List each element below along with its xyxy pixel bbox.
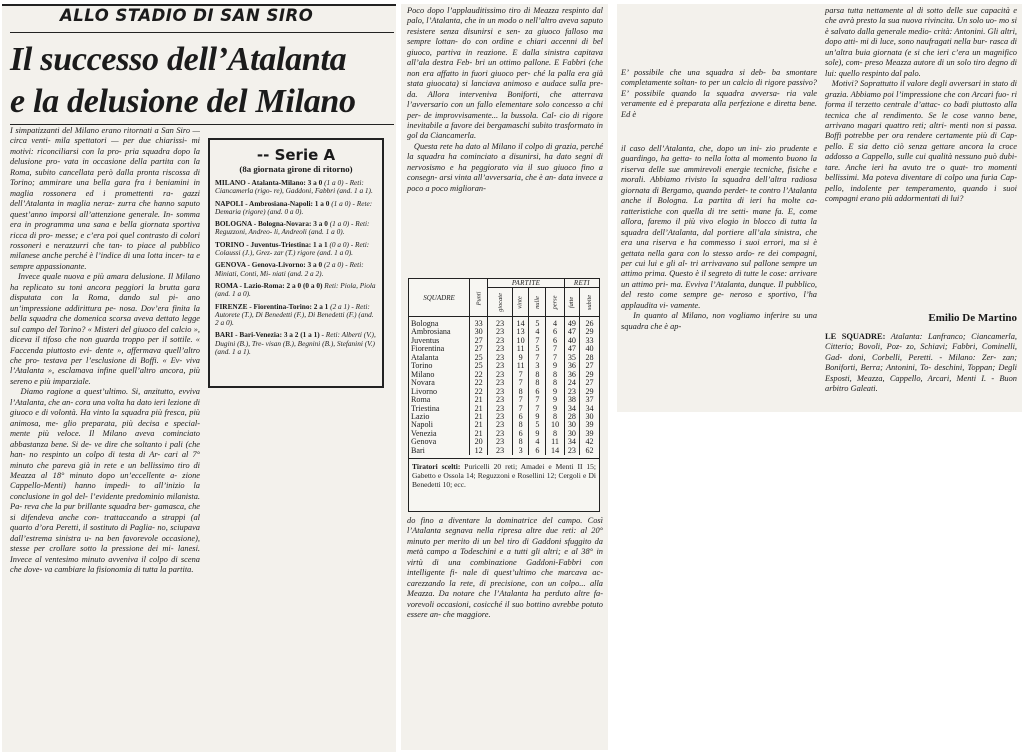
standings-cell: 33 bbox=[470, 317, 488, 329]
standings-cell: 8 bbox=[529, 379, 546, 387]
standings-cell: 13 bbox=[512, 328, 529, 336]
match-result bbox=[215, 282, 377, 299]
match-detail: (0 a 0) - Reti: Colaussi (J.), Grez- zar (T.) rigore (and. 1 a 0). bbox=[215, 239, 370, 258]
article-column-4: parsa tutta nettamente al di sotto delle sue capacità e che avrà presto la sua nuova rivincita. Un solo uo- mo si è salvato dalla generale medio- crità: Antonini. Gli altri, dopo atti- mi di luce, sono naufragati nella bur- rasca di un’altra buia giornata (e si che ieri c’era un magnifico sole), com- preso Meazza autore di un solo tiro degno di lui: quello respinto dal palo. Motivi? Soprattutto il valore degli avversari in stato di grazia. Abbiamo poi l’impressione che con Arcari fuo- ri forma il terzetto centrale d’attac- co badi piuttosto alla tecnica che al rendimento. Se le cose vanno bene, arrivano magari quattro reti; altri- menti non si passa. Boffi potrebbe per ora rendere certamente più di Cap- pello. E sia detto ciò senza gettare ancora la croce addosso a Cappello, sulle cui qualità nessuno può dubi- tare. Anche ieri ha avuto tre o quat- tro momenti bellissimi. Ma poteva diventare di colpo una furia Cap- pello, indolente per temperamento, quando i suoi compagni erano più addormentati di lui? bbox=[825, 6, 1017, 204]
standings-cell: 40 bbox=[564, 337, 579, 345]
standings-cell: 9 bbox=[529, 430, 546, 438]
standings-cell: 42 bbox=[585, 437, 594, 447]
standings-cell: 7 bbox=[512, 371, 529, 379]
standings-cell: 11 bbox=[512, 345, 529, 353]
match-header: BOLOGNA - Bologna-Novara: 3 a 0 bbox=[215, 219, 328, 229]
article-clip-right bbox=[617, 4, 1022, 412]
standings-cell: 23 bbox=[488, 438, 512, 446]
lineups-text: Atalanta: Lanfranco; Ciancamerla, Citterio; Bovoli, Poz- zo, Schiavi; Fabbri, Cominelli, Gad- doni, Corbelli, Peretti. - Milano: Zer- zan; Boniforti, Berra; Antonini, To- deschini, Toppan; Degli Esposti, Meazza, Cappello, Arcari, Menti I. - Buon arbitro Galeati. bbox=[825, 332, 1020, 394]
serie-a-title: -- Serie A bbox=[256, 146, 336, 164]
standings-cell: 11 bbox=[512, 362, 529, 370]
standings-cell: 29 bbox=[585, 386, 594, 396]
match-header: FIRENZE - Fiorentina-Torino: 2 a 1 bbox=[215, 301, 329, 311]
serie-a-subtitle: (8a giornata girone di ritorno) bbox=[239, 164, 353, 174]
standings-cell: 6 bbox=[546, 337, 564, 345]
article-column-2-top: Poco dopo l’applauditissimo tiro di Meazza respinto dal palo, l’Atalanta, che in un modo o nell’altro aveva saputo resistere senza disunirsi e sen- za giuoco falloso ma sempre lottan- do con ordine e chiari accenni di bel giuoco, partiva in reazione. E dalla sinistra capitava all’ala destra Feb- bri un ottimo pallone. E Fabbri (che non era affatto in fuori giuoco per- ché la palla era già stata giuocata) si lanciava animoso e audace sulla pre- da. Allora interveniva Boniforti, che atterrava l’avversario con un fallo elementare solo concesso a chi per- de improvvisamente... la bussola. Cal- cio di rigore inevitabile a favore dei bergamaschi subito trasformato in gol da Ciancamerla. Questa rete ha dato al Milano il colpo di grazia, perché la squadra ha cominciato a disunirsi, ha dato segni di nervosismo e ha peggiorato via il suo giuoco fino a consegn- arsi vinta all’avversaria, che è an- data invece a poco a poco miglioran- bbox=[407, 6, 603, 193]
standings-cell: 23 bbox=[488, 421, 512, 429]
standings-cell: 9 bbox=[546, 362, 564, 370]
article-column-1: I simpatizzanti del Milano erano ritornati a San Siro — circa venti- mila spettatori — per due chiarissi- mi motivi: riconciliarsi con la pro- pria squadra dopo la delusione pro- vata in occasione della partita con la Roma, subito cancellata però dalla pronta riscossa di Torino; ammirare una bella gara fra i beniamini in maglia rossonera ed i promettenti ra- gazzi dell’Atalanta in maglia neraz- zurra che hanno saputo quest’anno imporsi all’attenzione generale. In- somma era in programma una sana e bella giornata sportiva ricca di pro- messe; e c’era poi quel contrasto di colori rossoneri e nerazzurri che tan- to piace al pubblico milanese anche perché è l’indice di una lotta incer- ta e sempre appassionante. Invece quale nuova e più amara delusione. Il Milano ha replicato su toni ancora peggiori la brutta gara disputata con la Roma, dando sul pi- ano un’impressione addirittura pe- nosa. Dov’era finita la bella squadra che domenica scorsa aveva dettato legge sul campo del Torino? « Misteri del giuoco del calcio », diceva il tifoso che non guarda troppo per il sottile. « Faccenda piuttosto evi- dente », affermava quell’altro che pro- testava per l’esclusione di Boffi. « Ev- viva l’Atalanta », esclamava infine quell’altro ancora, più sereno e più imparziale. Diamo ragione a quest’ultimo. Si, anzitutto, evviva l’Atalanta, che an- cora una volta ha dato ieri lezione di giuoco e di volontà. Ha vinto la squadra più fresca, più animosa, me- glio preparata, più decisa e special- mente più veloce. Il Milano aveva cominciato abbastanza bene. Si de- ve dire che soltanto i pali (che han- no respinto un colpo di testa di Ar- cari al 7° minuto che pareva già in rete e un bellissimo tiro di Meazza al 18° minuto dopo un’eccellente a- zione Cappello-Menti) hanno impedi- to all’inizio la conclusione in gol del- l’evidente predominio milanista. Pa- reva che la pur brillante squadra ber- gamasca, che si difendeva anche con- trattaccando a strappi (al quarto d’ora Peretti, il sostituto di Paglia- no, sciupava dall’estrema sinistra u- na ben favorevole occasione), stesse per crollare sotto la pressione dei mi- lanesi. Invece al ventesimo minuto avveniva il colpo di scena che dove- va cambiare la fisionomia di tutta la partita. bbox=[10, 126, 201, 575]
column-header-fatte: fatte bbox=[564, 288, 579, 317]
standings-cell: 20 bbox=[470, 438, 488, 446]
standings-cell: 25 bbox=[470, 354, 488, 362]
article-column-3-top: E’ possibile che una squadra si deb- ba smontare completamente soltan- to per un calcio di rigore passivo? E’ possibile quando la squadra avversa- ria vale veramente ed è preparata alla perfezione e diretta bene. Ed è bbox=[621, 68, 820, 119]
team-name: Juventus bbox=[409, 337, 470, 345]
standings-cell: 23 bbox=[488, 328, 512, 336]
column-header-vinte: vinte bbox=[512, 288, 529, 317]
standings-cell: 24 bbox=[564, 379, 579, 387]
standings-cell: 5 bbox=[529, 421, 546, 429]
standings-cell: 4 bbox=[529, 328, 546, 336]
author-signature: Emilio De Martino bbox=[928, 312, 1017, 324]
standings-cell: 21 bbox=[470, 421, 488, 429]
standings-cell: 7 bbox=[529, 337, 546, 345]
standings-cell: 47 bbox=[564, 345, 579, 353]
standings-cell: 23 bbox=[488, 388, 512, 396]
team-name: Novara bbox=[409, 379, 470, 387]
standings-cell: 6 bbox=[512, 430, 529, 438]
standings-cell: 27 bbox=[470, 345, 488, 353]
standings-cell: 40 bbox=[585, 344, 594, 354]
match-result bbox=[215, 200, 377, 217]
standings-cell: 30 bbox=[564, 421, 579, 429]
team-name: Roma bbox=[409, 396, 470, 404]
standings-cell: 3 bbox=[529, 362, 546, 370]
standings-cell: 27 bbox=[470, 337, 488, 345]
column-header-perse: perse bbox=[546, 288, 564, 317]
standings-cell: 7 bbox=[529, 396, 546, 404]
match-result bbox=[215, 331, 377, 356]
standings-cell: 28 bbox=[585, 352, 594, 362]
standings-table-box bbox=[408, 278, 600, 512]
standings-cell: 23 bbox=[564, 388, 579, 396]
serie-a-match-list bbox=[215, 179, 377, 356]
standings-cell: 6 bbox=[546, 328, 564, 336]
standings-cell: 27 bbox=[585, 378, 594, 388]
match-detail: Reti: Alberti (V.), Dugini (B.), Tre- visan (B.), Begnini (B.), Stefanini (V.) (and. 1 a 1). bbox=[215, 330, 376, 357]
standings-table bbox=[409, 279, 599, 455]
headline-rule bbox=[10, 124, 394, 125]
article-headline-line2: e la delusione del Milano bbox=[10, 83, 356, 120]
standings-cell: 39 bbox=[585, 420, 594, 430]
squadre-header: SQUADRE bbox=[409, 279, 470, 317]
match-detail: (1 a 0) - Reti: Ciancamerla (rigo- re), Gaddoni, Fabbri (and. 1 a 1). bbox=[215, 178, 373, 196]
top-scorers-label: Tiratori scelti: bbox=[412, 462, 461, 472]
top-scorers bbox=[409, 458, 599, 489]
standings-cell: 38 bbox=[564, 396, 579, 404]
standings-cell: 9 bbox=[546, 405, 564, 413]
standings-cell: 8 bbox=[512, 421, 529, 429]
standings-cell: 47 bbox=[564, 328, 579, 336]
standings-cell: 8 bbox=[546, 379, 564, 387]
standings-cell: 36 bbox=[564, 371, 579, 379]
standings-cell: 12 bbox=[470, 447, 488, 455]
standings-cell: 34 bbox=[564, 405, 579, 413]
standings-cell: 23 bbox=[564, 447, 579, 455]
kicker-rule bbox=[10, 32, 394, 33]
standings-cell: 14 bbox=[512, 317, 529, 329]
standings-cell: 30 bbox=[585, 411, 594, 421]
standings-cell: 23 bbox=[488, 405, 512, 413]
match-header: NAPOLI - Ambrosiana-Napoli: 1 a 0 bbox=[215, 198, 330, 208]
team-name: Atalanta bbox=[409, 354, 470, 362]
standings-cell: 9 bbox=[529, 413, 546, 421]
team-name: Venezia bbox=[409, 430, 470, 438]
standings-cell: 34 bbox=[585, 403, 594, 413]
standings-cell: 23 bbox=[488, 354, 512, 362]
standings-cell: 23 bbox=[488, 413, 512, 421]
standings-cell: 8 bbox=[546, 371, 564, 379]
standings-cell: 23 bbox=[488, 345, 512, 353]
team-name: Bologna bbox=[409, 317, 470, 329]
standings-cell: 8 bbox=[529, 371, 546, 379]
team-name: Triestina bbox=[409, 405, 470, 413]
punti-header: Punti bbox=[470, 279, 488, 317]
standings-cell: 10 bbox=[546, 421, 564, 429]
match-header: GENOVA - Genova-Livorno: 3 a 0 bbox=[215, 260, 323, 270]
standings-cell: 22 bbox=[470, 388, 488, 396]
standings-cell: 7 bbox=[512, 379, 529, 387]
standings-cell: 7 bbox=[546, 354, 564, 362]
team-name: Bari bbox=[409, 447, 470, 455]
team-name: Ambrosiana bbox=[409, 328, 470, 336]
standings-cell: 27 bbox=[585, 361, 594, 371]
standings-cell: 23 bbox=[488, 371, 512, 379]
standings-cell: 26 bbox=[585, 319, 594, 328]
standings-cell: 28 bbox=[564, 413, 579, 421]
match-result bbox=[215, 303, 377, 328]
serie-a-results-box bbox=[208, 138, 384, 388]
standings-cell: 23 bbox=[488, 379, 512, 387]
column-header-nulle: nulle bbox=[529, 288, 546, 317]
standings-cell: 4 bbox=[529, 438, 546, 446]
match-detail: Reti: Piola, Piola (and. 1 a 0). bbox=[215, 280, 376, 299]
standings-cell: 23 bbox=[488, 317, 512, 329]
standings-cell: 25 bbox=[470, 362, 488, 370]
standings-cell: 5 bbox=[529, 345, 546, 353]
match-header: BARI - Bari-Venezia: 3 a 2 (1 a 1) - bbox=[215, 330, 324, 340]
standings-cell: 8 bbox=[512, 388, 529, 396]
standings-cell: 6 bbox=[512, 413, 529, 421]
standings-cell: 29 bbox=[585, 327, 594, 337]
standings-cell: 49 bbox=[564, 317, 579, 329]
match-header: TORINO - Juventus-Triestina: 1 a 1 bbox=[215, 239, 328, 249]
match-detail: (1 a 0) - Rete: Demaria (rigore) (and. 0 a 0). bbox=[215, 198, 373, 216]
top-scorers-text: Puricelli 20 reti; Amadei e Menti II 15; Gabetto e Ossola 14; Reguzzoni e Rosellini 12; Cergoli e Di Benedetti 10; ecc. bbox=[412, 462, 597, 490]
standings-cell: 6 bbox=[529, 388, 546, 396]
standings-cell: 14 bbox=[546, 447, 564, 455]
standings-cell: 21 bbox=[470, 396, 488, 404]
standings-cell: 36 bbox=[564, 362, 579, 370]
standings-cell: 5 bbox=[529, 317, 546, 329]
partite-header: PARTITE bbox=[488, 279, 564, 288]
team-name: Fiorentina bbox=[409, 345, 470, 353]
match-result bbox=[215, 179, 377, 196]
match-result bbox=[215, 220, 377, 237]
standings-cell: 10 bbox=[512, 337, 529, 345]
team-name: Genova bbox=[409, 438, 470, 446]
team-name: Torino bbox=[409, 362, 470, 370]
standings-cell: 30 bbox=[564, 430, 579, 438]
standings-cell: 23 bbox=[488, 337, 512, 345]
standings-cell: 33 bbox=[585, 335, 594, 345]
standings-cell: 39 bbox=[585, 428, 594, 438]
team-name: Lazio bbox=[409, 413, 470, 421]
match-detail: (1 a 0) - Reti: Reguzzoni, Andreo- li, Andreoli (and. 1 a 0). bbox=[215, 219, 370, 237]
match-header: ROMA - Lazio-Roma: 2 a 0 (0 a 0) bbox=[215, 280, 323, 290]
match-result bbox=[215, 261, 377, 278]
standings-cell: 35 bbox=[564, 354, 579, 362]
article-clip-middle bbox=[401, 4, 608, 750]
column-header-giocate: giocate bbox=[488, 288, 512, 317]
article-column-2-bottom: do fino a diventare la dominatrice del campo. Così l’Atalanta segnava nella ripresa altre due reti: al 20° minuto per merito di un bel tiro di Gaddoni sfuggito da metà campo a Todeschini e a tutti gli altri; e al 38° in virtù di una combinazione Gaddoni-Fabbri con intelligente fi- nale di quest’ultimo che marcava ac- carezzando la rete, di precisione, con un colpo... alla Meazza. Da notare che l’Atalanta ha perduto altre fa- vorevoli occasioni, cosicché il suo bottino avrebbe potuto essere an- che maggiore. bbox=[407, 516, 606, 620]
standings-cell: 7 bbox=[529, 405, 546, 413]
article-clip-main bbox=[2, 4, 396, 752]
team-name: Napoli bbox=[409, 421, 470, 429]
standings-cell: 23 bbox=[488, 447, 512, 455]
article-column-3-bottom: il caso dell’Atalanta, che, dopo un ini- zio prudente e guardingo, ha getta- to nella lotta al momento buono la riserva delle sue ammirevoli energie tecniche, fisiche e morali. Abbiamo rivisto la squadra dell’altra radiosa giornata di Bergamo, quando perdet- te contro l’Atalanta anche il Bologna. La partita di ieri ha molte ca- ratteristiche con quella di tre setti- mane fa. E, come allora, faremo il più vivo elogio in blocco di tutta la squadra dell’Atalanta, dal portiere all’ala sinistra, che era una riserva e ha commesso i suoi errori, ma si è gettata nella gara con lo stesso ardo- re dei compagni, per cui lui e gli al- tri arrivavano sul pallone sempre un attimo prima. Questo è il segreto di tutte le cose: arrivare un attimo pri- ma. Evviva l’Atalanta, dunque. Il pubblico, del resto come sempre ge- neroso e sportivo, l’ha applaudita vi- vamente. In quanto al Milano, non vogliamo inferire su una squadra che è ap- bbox=[621, 144, 818, 331]
standings-cell: 9 bbox=[546, 388, 564, 396]
match-result bbox=[215, 241, 377, 258]
article-headline-line1: Il successo dell’Atalanta bbox=[10, 41, 347, 78]
team-name: Milano bbox=[409, 371, 470, 379]
team-lineups bbox=[825, 332, 1020, 395]
standings-cell: 4 bbox=[546, 317, 564, 329]
standings-cell: 37 bbox=[585, 395, 594, 405]
match-detail: (2 a 0) - Reti: Miniati, Conti, Mi- niati (and. 2 a 2). bbox=[215, 260, 364, 278]
standings-cell: 23 bbox=[488, 430, 512, 438]
standings-cell: 23 bbox=[488, 396, 512, 404]
standings-cell: 7 bbox=[512, 396, 529, 404]
standings-cell: 9 bbox=[512, 354, 529, 362]
match-detail: (2 a 1) - Reti: Autorete (T.), Di Benedetti (F.), Di Benedetti (F.) (and. 2 a 0). bbox=[215, 301, 374, 328]
standings-cell: 21 bbox=[470, 413, 488, 421]
standings-cell: 34 bbox=[564, 438, 579, 446]
standings-cell: 22 bbox=[470, 379, 488, 387]
article-kicker: ALLO STADIO DI SAN SIRO bbox=[60, 6, 314, 25]
match-header: MILANO - Atalanta-Milano: 3 a 0 bbox=[215, 178, 323, 187]
reti-header: RETI bbox=[564, 279, 599, 288]
standings-cell: 8 bbox=[546, 413, 564, 421]
standings-cell: 9 bbox=[546, 396, 564, 404]
team-name: Livorno bbox=[409, 388, 470, 396]
standings-cell: 22 bbox=[470, 371, 488, 379]
standings-cell: 21 bbox=[470, 405, 488, 413]
standings-cell: 8 bbox=[512, 438, 529, 446]
standings-cell: 6 bbox=[529, 447, 546, 455]
standings-cell: 23 bbox=[488, 362, 512, 370]
standings-cell: 7 bbox=[546, 345, 564, 353]
standings-cell: 7 bbox=[529, 354, 546, 362]
standings-cell: 29 bbox=[585, 369, 594, 379]
standings-cell: 21 bbox=[470, 430, 488, 438]
standings-cell: 7 bbox=[512, 405, 529, 413]
standings-cell: 8 bbox=[546, 430, 564, 438]
standings-row bbox=[409, 447, 599, 455]
lineups-label: LE SQUADRE: bbox=[825, 332, 886, 341]
standings-cell: 62 bbox=[585, 445, 594, 455]
standings-cell: 11 bbox=[546, 438, 564, 446]
standings-cell: 30 bbox=[470, 328, 488, 336]
column-header-subite: subite bbox=[580, 288, 600, 317]
standings-cell: 3 bbox=[512, 447, 529, 455]
